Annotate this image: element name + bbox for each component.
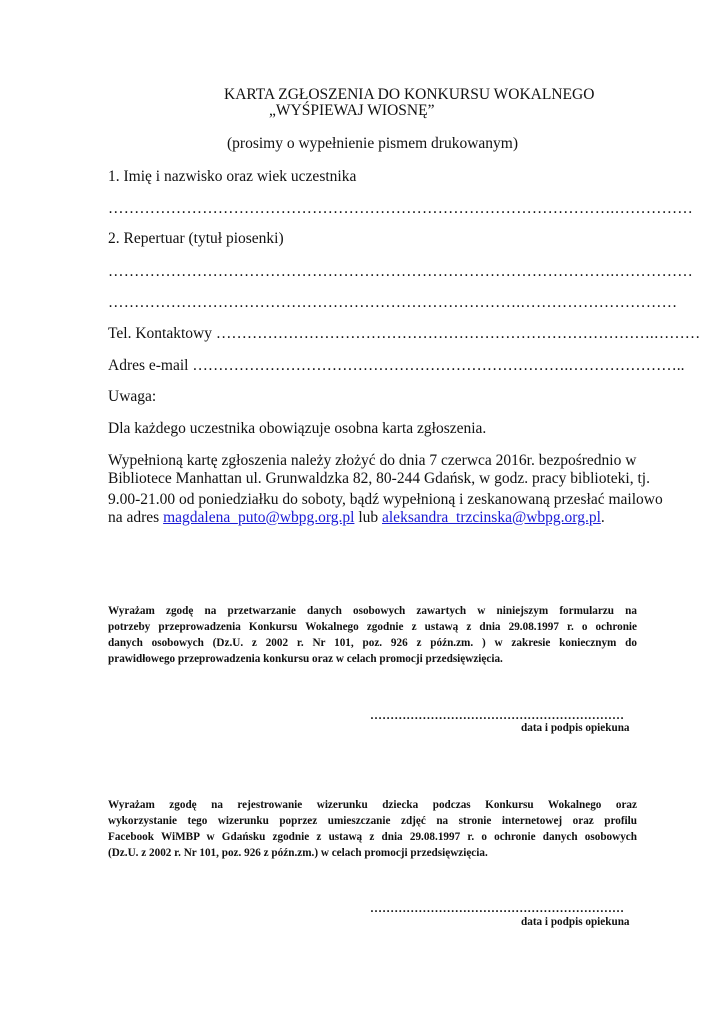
email-link-magdalena[interactable]: magdalena_puto@wbpg.org.pl: [163, 509, 355, 526]
info-email-suffix: .: [600, 509, 605, 526]
contest-name: „WYŚPIEWAJ WIOSNĘ”: [269, 102, 435, 119]
repertoire-line-1[interactable]: …………………………………………………………………………………….……………: [108, 263, 693, 280]
email-line[interactable]: ……………………………………………………………….…………………..: [192, 357, 685, 374]
note-heading: Uwaga:: [108, 388, 157, 405]
info-hours-line: 9.00-21.00 od poniedziałku do soboty, bądź wypełnioną i zeskanowaną przesłać mailowo: [108, 491, 663, 508]
info-email-connector: lub: [354, 509, 382, 526]
guardian-signature-label-1: data i podpis opiekuna: [521, 722, 630, 734]
consent-data-line-4: prawidłowego przeprowadzenia konkursu oraz w celach promocji przedsięwzięcia.: [108, 653, 503, 665]
phone-label: Tel. Kontaktowy: [108, 325, 212, 342]
info-email-line: [108, 509, 605, 527]
repertoire-label: 2. Repertuar (tytuł piosenki): [108, 230, 284, 247]
participant-name-label: 1. Imię i nazwisko oraz wiek uczestnika: [108, 168, 357, 185]
phone-line[interactable]: ………………………………………………………………………….………: [215, 325, 701, 342]
phone-row: [108, 325, 701, 343]
consent-image-line-1: Wyrażam zgodę na rejestrowanie wizerunku dziecka podczas Konkursu Wokalnego oraz: [108, 799, 637, 811]
participant-name-line[interactable]: …………………………………………………………………………………….……………: [108, 200, 693, 217]
email-row: [108, 357, 685, 375]
guardian-signature-line-2[interactable]: ………………………………………………………: [370, 901, 625, 915]
info-deadline-line-1: Wypełnioną kartę zgłoszenia należy złożyć do dnia 7 czerwca 2016r. bezpośrednio w: [108, 452, 637, 469]
guardian-signature-label-2: data i podpis opiekuna: [521, 916, 630, 928]
info-separate-card: Dla każdego uczestnika obowiązuje osobna karta zgłoszenia.: [108, 420, 487, 437]
email-link-aleksandra[interactable]: aleksandra_trzcinska@wbpg.org.pl: [382, 509, 601, 526]
form-title: KARTA ZGŁOSZENIA DO KONKURSU WOKALNEGO: [224, 86, 595, 103]
consent-data-line-1: Wyrażam zgodę na przetwarzanie danych osobowych zawartych w niniejszym formularzu na: [108, 605, 637, 617]
consent-image-line-2: wykorzystanie tego wizerunku poprzez umieszczanie zdjęć na stronie internetowej oraz profilu: [108, 815, 637, 827]
consent-image-line-3: Facebook WiMBP w Gdańsku zgodnie z ustawą z dnia 29.08.1997 r. o ochronie danych osobowych: [108, 831, 637, 843]
email-label: Adres e-mail: [108, 357, 189, 374]
repertoire-line-2[interactable]: …………………………………………………………………….…………………………: [108, 294, 678, 311]
guardian-signature-line-1[interactable]: ………………………………………………………: [370, 708, 625, 722]
consent-data-line-2: potrzeby przeprowadzenia Konkursu Wokalnego zgodnie z ustawą z dnia 29.08.1997 r. o ochronie: [108, 621, 637, 633]
info-deadline-line-2: Bibliotece Manhattan ul. Grunwaldzka 82, 80-244 Gdańsk, w godz. pracy biblioteki, tj.: [108, 470, 650, 487]
consent-image-line-4: (Dz.U. z 2002 r. Nr 101, poz. 926 z późn.zm.) w celach promocji przedsięwzięcia.: [108, 847, 488, 859]
info-email-prefix: na adres: [108, 509, 164, 526]
fill-instruction: (prosimy o wypełnienie pismem drukowanym): [227, 135, 519, 152]
consent-data-line-3: danych osobowych (Dz.U. z 2002 r. Nr 101, poz. 926 z późn.zm. ) w zakresie koniecznym do: [108, 637, 637, 649]
